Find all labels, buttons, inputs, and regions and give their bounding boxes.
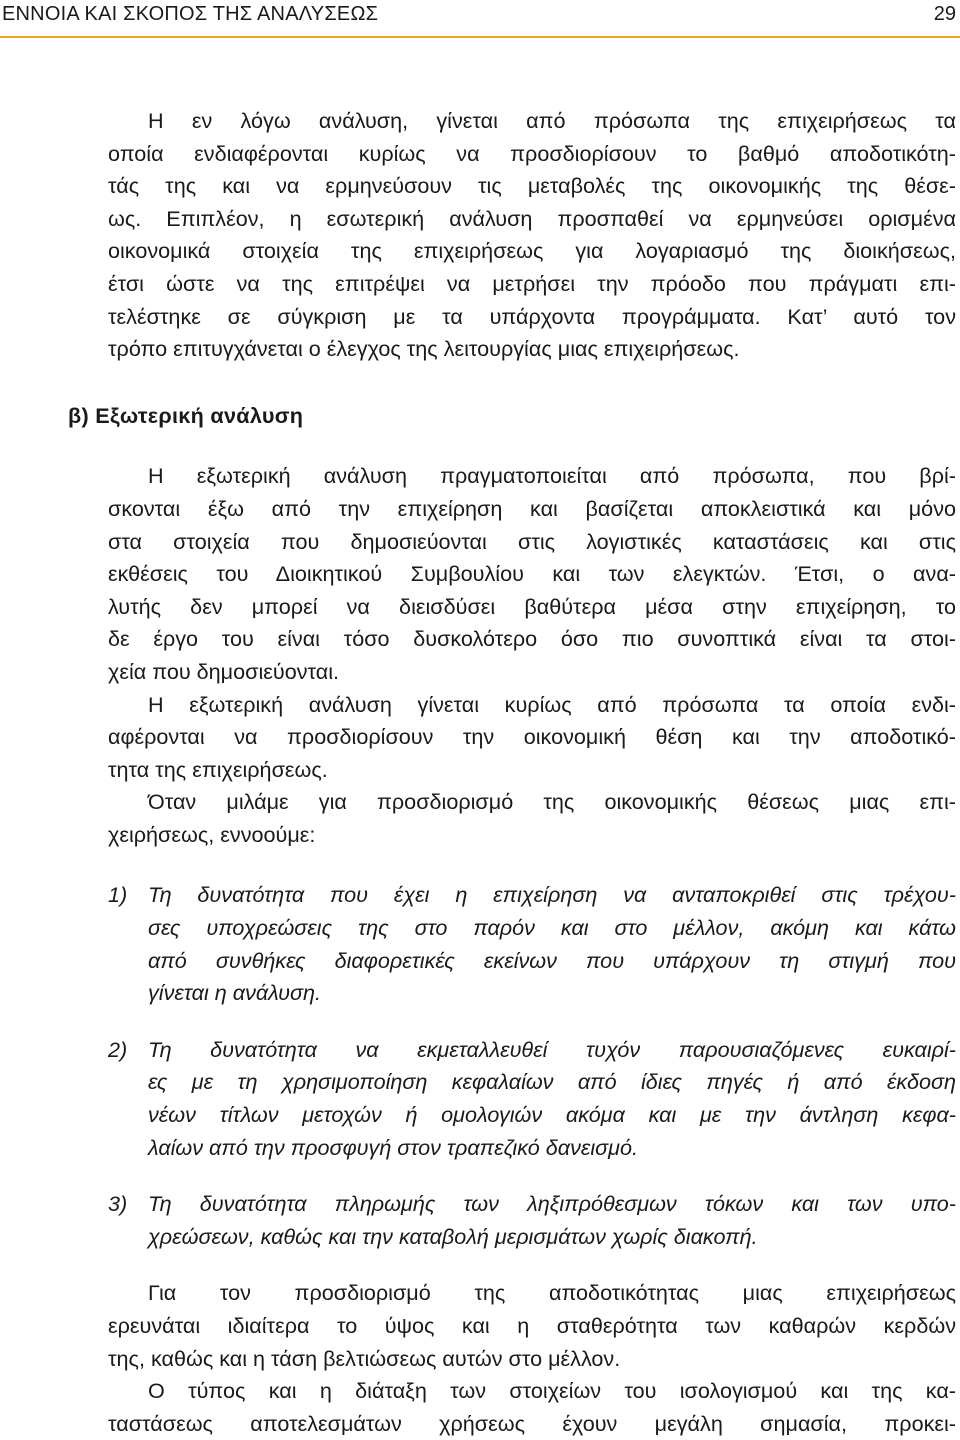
text-line: χειρήσεως, εννοούμε: [108, 821, 316, 847]
text-line: οποία ενδιαφέρονται κυρίως να προσδιορίσουν το βαθμό αποδοτικότη- [108, 140, 956, 166]
text-line: τητα της επιχειρήσεως. [108, 756, 328, 782]
text-line: χεία που δημοσιεύονται. [108, 658, 340, 684]
text-line: Τη δυνατότητα να εκμεταλλευθεί τυχόν παρουσιαζόμενες ευκαιρί- [148, 1036, 956, 1062]
text-line: τελέστηκε σε σύγκριση με τα υπάρχοντα προγράμματα. Κατ’ αυτό τον [108, 303, 956, 329]
text-line: της, καθώς και η τάση βελτιώσεως αυτών στο μέλλον. [108, 1345, 621, 1371]
text-line: γίνεται η ανάλυση. [148, 980, 321, 1006]
text-line: αφέρονται να προσδιορίσουν την οικονομική θέση και την αποδοτικό- [108, 724, 956, 750]
text-line: σκονται έξω από την επιχείρηση και βασίζεται αποκλειστικά και μόνο [108, 495, 956, 521]
text-line: Για τον προσδιορισμό της αποδοτικότητας μιας επιχειρήσεως [148, 1280, 956, 1306]
text-line: λαίων από την προσφυγή στον τραπεζικό δανεισμό. [148, 1134, 639, 1160]
text-line: νέων τίτλων μετοχών ή ομολογιών ακόμα και με την άντληση κεφα- [148, 1102, 956, 1128]
text-line: Η εξωτερική ανάλυση πραγματοποιείται από πρόσωπα, που βρί- [148, 463, 956, 489]
text-line: Τη δυνατότητα πληρωμής των ληξιπρόθεσμων τόκων και των υπο- [148, 1191, 956, 1217]
text-line: εκθέσεις του Διοικητικού Συμβουλίου και των ελεγκτών. Έτσι, ο ανα- [108, 561, 956, 587]
text-line: χρεώσεων, καθώς και την καταβολή μερισμάτων χωρίς διακοπή. [148, 1223, 758, 1249]
list-item [108, 1034, 956, 1164]
paragraph-statement-format [108, 1375, 956, 1440]
paragraph-external-purpose [108, 689, 956, 787]
paragraph-external-analysis [108, 460, 956, 688]
text-line: στα στοιχεία που δημοσιεύονται στις λογιστικές καταστάσεις και στις [108, 528, 956, 554]
running-title: ΕΝΝΟΙΑ ΚΑΙ ΣΚΟΠΟΣ ΤΗΣ ΑΝΑΛΥΣΕΩΣ [2, 3, 379, 25]
page-body [68, 105, 956, 1440]
list-item [108, 879, 956, 1009]
text-line: Η εν λόγω ανάλυση, γίνεται από πρόσωπα της επιχειρήσεως τα [148, 108, 956, 133]
text-line: Τη δυνατότητα που έχει η επιχείρηση να ανταποκριθεί στις τρέχου- [148, 882, 956, 908]
paragraph-financial-position [108, 786, 956, 851]
text-line: ως. Επιπλέον, η εσωτερική ανάλυση προσπαθεί να ερμηνεύσει ορισμένα [108, 205, 956, 231]
text-line: δε έργο του είναι τόσο δυσκολότερο όσο πιο συνοπτικά είναι τα στοι- [108, 626, 956, 652]
list-number: 3) [108, 1191, 128, 1217]
text-line: από συνθήκες διαφορετικές εκείνων που υπάρχουν τη στιγμή που [148, 947, 956, 973]
text-line: ταστάσεως αποτελεσμάτων χρήσεως έχουν μεγάλη σημασία, προκει- [108, 1410, 956, 1436]
section-heading: β) Εξωτερική ανάλυση [68, 402, 304, 428]
text-line: Όταν μιλάμε για προσδιορισμό της οικονομικής θέσεως μιας επι- [148, 789, 956, 815]
list-number: 1) [108, 882, 128, 908]
list-item [108, 1188, 956, 1253]
paragraph-internal-analysis [108, 105, 956, 366]
text-line: τρόπο επιτυγχάνεται ο έλεγχος της λειτουργίας μιας επιχειρήσεως. [108, 336, 740, 362]
text-line: Ο τύπος και η διάταξη των στοιχείων του ισολογισμού και της κα- [148, 1378, 956, 1404]
paragraph-profitability [108, 1277, 956, 1375]
text-line: τάς της και να ερμηνεύσουν τις μεταβολές της οικονομικής της θέσε- [108, 173, 956, 199]
text-line: έτσι ώστε να της επιτρέψει να μετρήσει την πρόοδο που πράγματι επι- [108, 270, 956, 296]
text-line: λυτής δεν μπορεί να διεισδύσει βαθύτερα μέσα στην επιχείρηση, το [108, 593, 956, 619]
text-line: οικονομικά στοιχεία της επιχειρήσεως για λογαριασμό της διοικήσεως, [108, 238, 956, 264]
text-line: σες υποχρεώσεις της στο παρόν και στο μέλλον, ακόμη και κάτω [148, 915, 956, 941]
page-number: 29 [933, 3, 956, 25]
list-number: 2) [108, 1036, 128, 1062]
text-line: ες με τη χρησιμοποίηση κεφαλαίων από ίδιες πηγές ή από έκδοση [148, 1069, 956, 1095]
text-line: ερευνάται ιδιαίτερα το ύψος και η σταθερότητα των καθαρών κερδών [108, 1313, 956, 1338]
text-line: Η εξωτερική ανάλυση γίνεται κυρίως από πρόσωπα τα οποία ενδι- [148, 691, 956, 717]
